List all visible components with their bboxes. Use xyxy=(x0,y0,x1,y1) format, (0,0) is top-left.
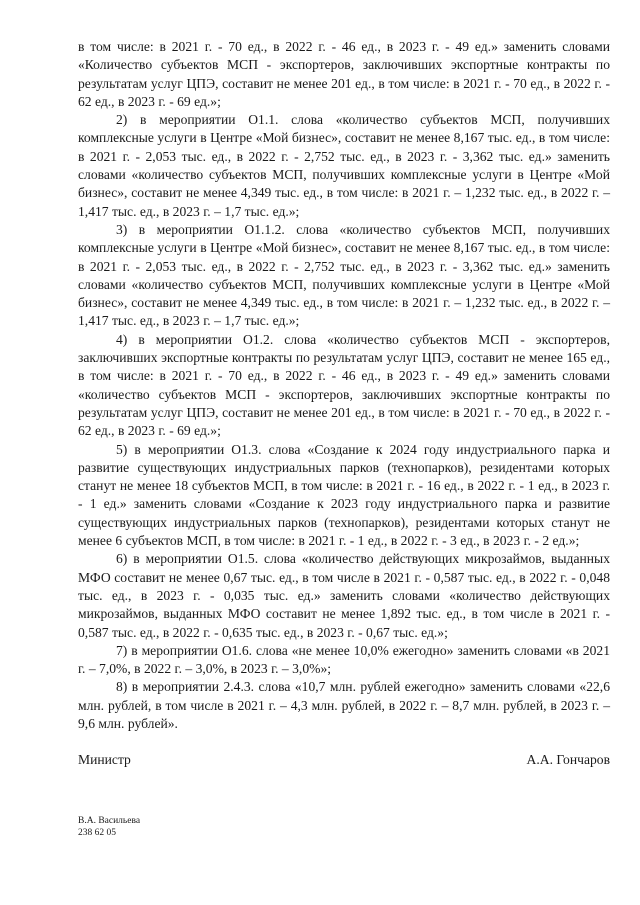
paragraph-item-6: 6) в мероприятии О1.5. слова «количество действующих микрозаймов, выданных МФО составит не менее 0,67 тыс. ед., в том числе в 2021 г. - 0,587 тыс. ед., в 2022 г. - 0,048 тыс. ед., в 2023 г. - 0,035 тыс. ед.» заменить словами «количество действующих микрозаймов, выданных МФО составит не менее 1,892 тыс. ед., в том числе в 2021 г. - 0,587 тыс. ед., в 2022 г. - 0,635 тыс. ед., в 2023 г. - 0,67 тыс. ед.»; xyxy=(78,551,610,640)
signatory-name: А.А. Гончаров xyxy=(526,752,610,767)
executor-name: В.А. Васильева xyxy=(78,816,141,826)
paragraph-item-7: 7) в мероприятии О1.6. слова «не менее 10,0% ежегодно» заменить словами «в 2021 г. – 7,0%, в 2022 г. – 3,0%, в 2023 г. – 3,0%»; xyxy=(78,642,610,677)
paragraph-item-8: 8) в мероприятии 2.4.3. слова «10,7 млн. рублей ежегодно» заменить словами «22,6 млн. рублей, в том числе в 2021 г. – 4,3 млн. рублей, в 2022 г. – 8,7 млн. рублей, в 2023 г. – 9,6 млн. рублей». xyxy=(78,679,610,731)
paragraph-item-4: 4) в мероприятии О1.2. слова «количество субъектов МСП - экспортеров, заключивших экспортные контракты по результатам услуг ЦПЭ, составит не менее 165 ед., в том числе: в 2021 г. - 70 ед., в 2022 г. - 46 ед., в 2023 г. - 49 ед.» заменить словами «количество субъектов МСП - экспортеров, заключивших экспортные контракты по результатам услуг ЦПЭ, составит не менее 201 ед., в том числе: в 2021 г. - 70 ед., в 2022 г. - 62 ед., в 2023 г. - 69 ед.»; xyxy=(78,331,610,439)
paragraph-item-2: 2) в мероприятии О1.1. слова «количество субъектов МСП, получивших комплексные услуги в Центре «Мой бизнес», составит не менее 8,167 тыс. ед., в том числе: в 2021 г. - 2,053 тыс. ед., в 2022 г. - 2,752 тыс. ед., в 2023 г. - 3,362 тыс. ед.» заменить словами «количество субъектов МСП, получивших комплексные услуги в Центре «Мой бизнес», составит не менее 4,349 тыс. ед., в том числе: в 2021 г. – 1,232 тыс. ед., в 2022 г. – 1,417 тыс. ед., в 2023 г. – 1,7 тыс. ед.»; xyxy=(78,112,610,219)
paragraph-continuation: в том числе: в 2021 г. - 70 ед., в 2022 г. - 46 ед., в 2023 г. - 49 ед.» заменить словами «Количество субъектов МСП - экспортеров, заключивших экспортные контракты по результатам услуг ЦПЭ, составит не менее 201 ед., в том числе: в 2021 г. - 70 ед., в 2022 г. - 62 ед., в 2023 г. - 69 ед.»; xyxy=(78,39,610,109)
document-body xyxy=(78,38,610,733)
signatory-role: Министр xyxy=(78,752,131,767)
paragraph-item-5: 5) в мероприятии О1.3. слова «Создание к 2024 году индустриального парка и развитие существующих индустриальных парков (технопарков), резидентами которых станут не менее 18 субъектов МСП, в том числе: в 2021 г. - 16 ед., в 2022 г. - 1 ед., в 2023 г. - 1 ед.» заменить словами «Создание к 2023 году индустриального парка и развитие существующих индустриальных парков (технопарков), резидентами которых станут не менее 6 субъектов МСП, в том числе: в 2021 г. - 1 ед., в 2022 г. - 3 ед., в 2023 г. - 2 ед.»; xyxy=(78,441,610,549)
executor-block xyxy=(78,815,140,839)
paragraph-item-3: 3) в мероприятии О1.1.2. слова «количество субъектов МСП, получивших комплексные услуги в Центре «Мой бизнес», составит не менее 8,167 тыс. ед., в том числе: в 2021 г. - 2,053 тыс. ед., в 2022 г. - 2,752 тыс. ед., в 2023 г. - 3,362 тыс. ед.» заменить словами «количество субъектов МСП, получивших комплексные услуги в Центре «Мой бизнес», составит не менее 4,349 тыс. ед., в том числе: в 2021 г. – 1,232 тыс. ед., в 2022 г. – 1,417 тыс. ед., в 2023 г. – 1,7 тыс. ед.»; xyxy=(78,221,610,329)
executor-phone: 238 62 05 xyxy=(78,828,116,838)
